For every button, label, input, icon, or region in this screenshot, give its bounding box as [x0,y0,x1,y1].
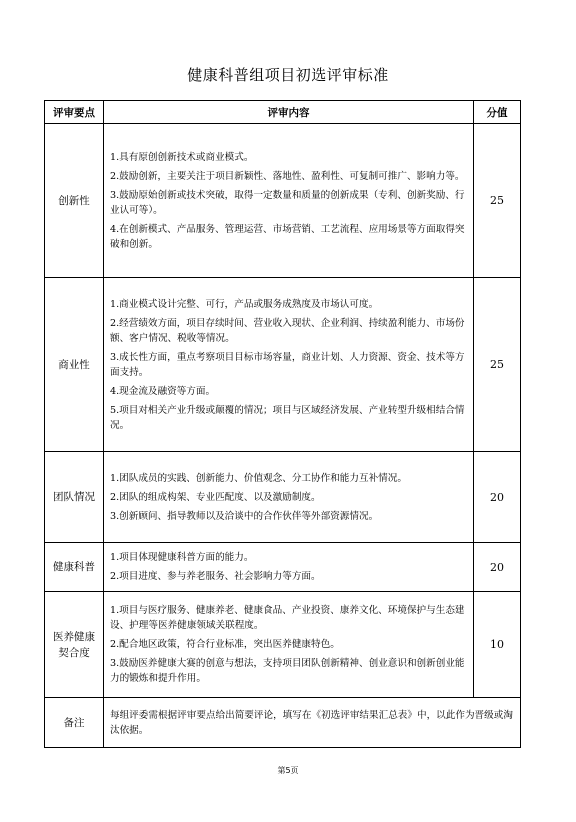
note-text: 每组评委需根据评审要点给出简要评论，填写在《初选评审结果汇总表》中，以此作为晋级或淘汰依据。 [104,698,521,748]
criteria-name [45,592,104,698]
content-item: 5.项目对相关产业升级或颠覆的情况；项目与区域经济发展、产业转型升级相结合情况。 [110,404,465,431]
content-item: 1.具有原创创新技术或商业模式。 [110,151,254,163]
content-item: 2.配合地区政策，符合行业标准，突出医养健康特色。 [110,639,340,650]
criteria-name [45,452,104,543]
content-item: 4.在创新模式、产品服务、管理运营、市场营销、工艺流程、应用场景等方面取得突破和创新。 [110,223,465,250]
page-title: 健康科普组项目初选评审标准 [187,66,389,84]
header-score: 分值 [474,101,521,124]
note-row [45,698,521,748]
criteria-name-line: 健康科普 [53,561,95,573]
criteria-content [104,543,474,592]
table-row [45,452,521,543]
criteria-table [44,100,521,748]
criteria-content [104,452,474,543]
criteria-content [104,592,474,698]
content-item: 3.鼓励原始创新或技术突破，取得一定数量和质量的创新成果（专利、创新奖励、行业认可等）。 [110,189,465,216]
table-row [45,124,521,278]
table-row [45,592,521,698]
header-content: 评审内容 [104,101,474,124]
content-item: 2.鼓励创新，主要关注于项目新颖性、落地性、盈利性、可复制可推广、影响力等。 [110,170,465,182]
content-item: 2.经营绩效方面，项目存续时间、营业收入现状、企业利润、持续盈利能力、市场份额、客户情况、税收等情况。 [110,317,465,344]
criteria-content [104,124,474,278]
content-item: 1.项目与医疗服务、健康养老、健康食品、产业投资、康养文化、环境保护与生态建设、护理等医养健康领域关联程度。 [110,605,465,631]
table-row [45,543,521,592]
criteria-score: 20 [474,543,521,592]
criteria-score: 20 [474,452,521,543]
criteria-name [45,278,104,452]
content-item: 4.现金流及融资等方面。 [110,385,216,397]
note-label: 备注 [45,698,104,748]
criteria-name [45,543,104,592]
criteria-name-line: 契合度 [58,646,90,659]
criteria-name-line: 团队情况 [53,491,95,503]
criteria-score: 25 [474,278,521,452]
table-header-row [45,101,521,124]
header-criteria: 评审要点 [45,101,104,124]
criteria-name-line: 医养健康 [53,630,95,643]
content-item: 3.鼓励医养健康大赛的创意与想法，支持项目团队创新精神、创业意识和创新创业能力的锻炼和提升作用。 [110,658,465,684]
table-row [45,278,521,452]
content-item: 2.项目进度、参与养老服务、社会影响力等方面。 [110,571,321,582]
criteria-name-line: 创新性 [58,194,90,207]
criteria-name [45,124,104,278]
content-item: 1.项目体现健康科普方面的能力。 [110,552,254,563]
criteria-score: 10 [474,592,521,698]
content-item: 3.成长性方面，重点考察项目目标市场容量，商业计划、人力资源、资金、技术等方面支持。 [110,351,465,378]
content-item: 1.商业模式设计完整、可行，产品或服务成熟度及市场认可度。 [110,298,379,310]
content-item: 1.团队成员的实践、创新能力、价值观念、分工协作和能力互补情况。 [110,472,407,484]
criteria-name-line: 商业性 [58,358,90,371]
criteria-content [104,278,474,452]
content-item: 3.创新顾问、指导教师以及洽谈中的合作伙伴等外部资源情况。 [110,510,379,522]
criteria-score: 25 [474,124,521,278]
page-number: 第5页 [277,766,299,775]
content-item: 2.团队的组成构架、专业匹配度、以及激励制度。 [110,491,321,503]
